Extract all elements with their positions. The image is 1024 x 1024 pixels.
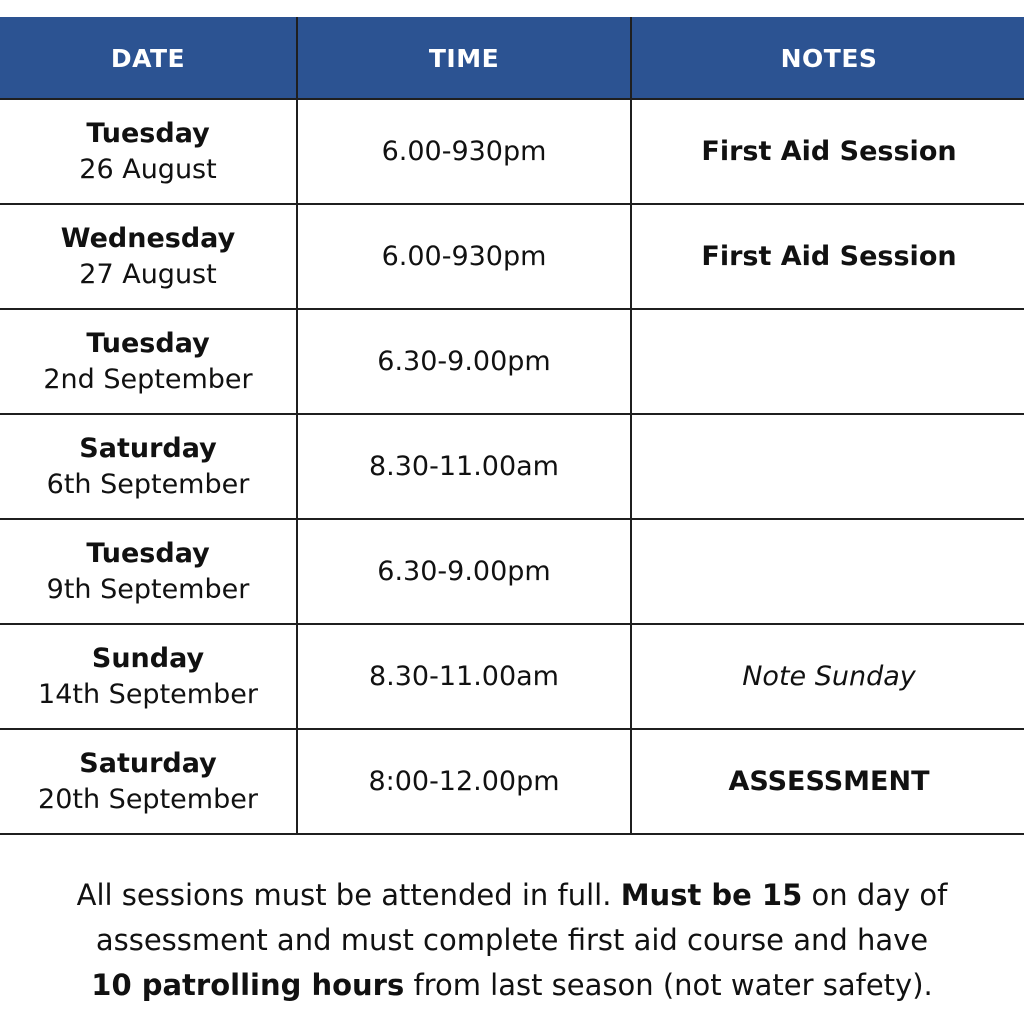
table-row [0,204,1024,309]
time-text: 6.00-930pm [381,241,547,272]
header-time: TIME [297,18,631,99]
date-text: 9th September [46,573,250,605]
footer-note [0,873,1024,1008]
notes-cell [631,519,1024,624]
header-notes: NOTES [631,18,1024,99]
date-cell [0,624,297,729]
table-row [0,414,1024,519]
date-text: 6th September [46,468,250,500]
day-name: Tuesday [86,117,210,149]
note-text: ASSESSMENT [728,766,930,797]
footer-text-3: from last season (not water safety). [413,968,933,1002]
table-row [0,729,1024,834]
table-row [0,309,1024,414]
time-cell [297,624,631,729]
schedule-table [0,17,1024,835]
time-text: 6.00-930pm [381,136,547,167]
notes-cell [631,204,1024,309]
date-cell [0,99,297,204]
schedule-body [0,99,1024,834]
date-text: 14th September [38,678,258,710]
time-cell [297,309,631,414]
time-cell [297,729,631,834]
table-header-row [0,18,1024,99]
table-row [0,624,1024,729]
footer-hours-requirement: 10 patrolling hours [91,968,405,1002]
note-text: First Aid Session [701,136,957,167]
time-cell [297,99,631,204]
notes-cell [631,624,1024,729]
date-cell [0,414,297,519]
note-text: Note Sunday [742,661,916,692]
footer-text-2: on day of assessment and must complete first aid course and have [95,878,948,957]
date-text: 26 August [79,153,217,185]
table-row [0,99,1024,204]
date-text: 2nd September [43,363,253,395]
notes-cell [631,309,1024,414]
day-name: Tuesday [86,537,210,569]
day-name: Sunday [91,642,205,674]
time-text: 6.30-9.00pm [377,346,551,377]
time-cell [297,519,631,624]
time-cell [297,204,631,309]
footer-age-requirement: Must be 15 [620,878,803,912]
time-text: 8.30-11.00am [368,451,559,482]
time-text: 6.30-9.00pm [377,556,551,587]
date-text: 27 August [79,258,217,290]
date-cell [0,729,297,834]
date-cell [0,309,297,414]
date-text: 20th September [38,783,258,815]
day-name: Saturday [79,432,217,464]
day-name: Saturday [79,747,217,779]
time-cell [297,414,631,519]
date-cell [0,204,297,309]
notes-cell [631,729,1024,834]
day-name: Tuesday [86,327,210,359]
notes-cell [631,99,1024,204]
header-date: DATE [0,18,297,99]
time-text: 8.30-11.00am [368,661,559,692]
time-text: 8:00-12.00pm [368,766,560,797]
day-name: Wednesday [60,222,236,254]
table-row [0,519,1024,624]
date-cell [0,519,297,624]
note-text: First Aid Session [701,241,957,272]
notes-cell [631,414,1024,519]
footer-text-1: All sessions must be attended in full. [76,878,612,912]
